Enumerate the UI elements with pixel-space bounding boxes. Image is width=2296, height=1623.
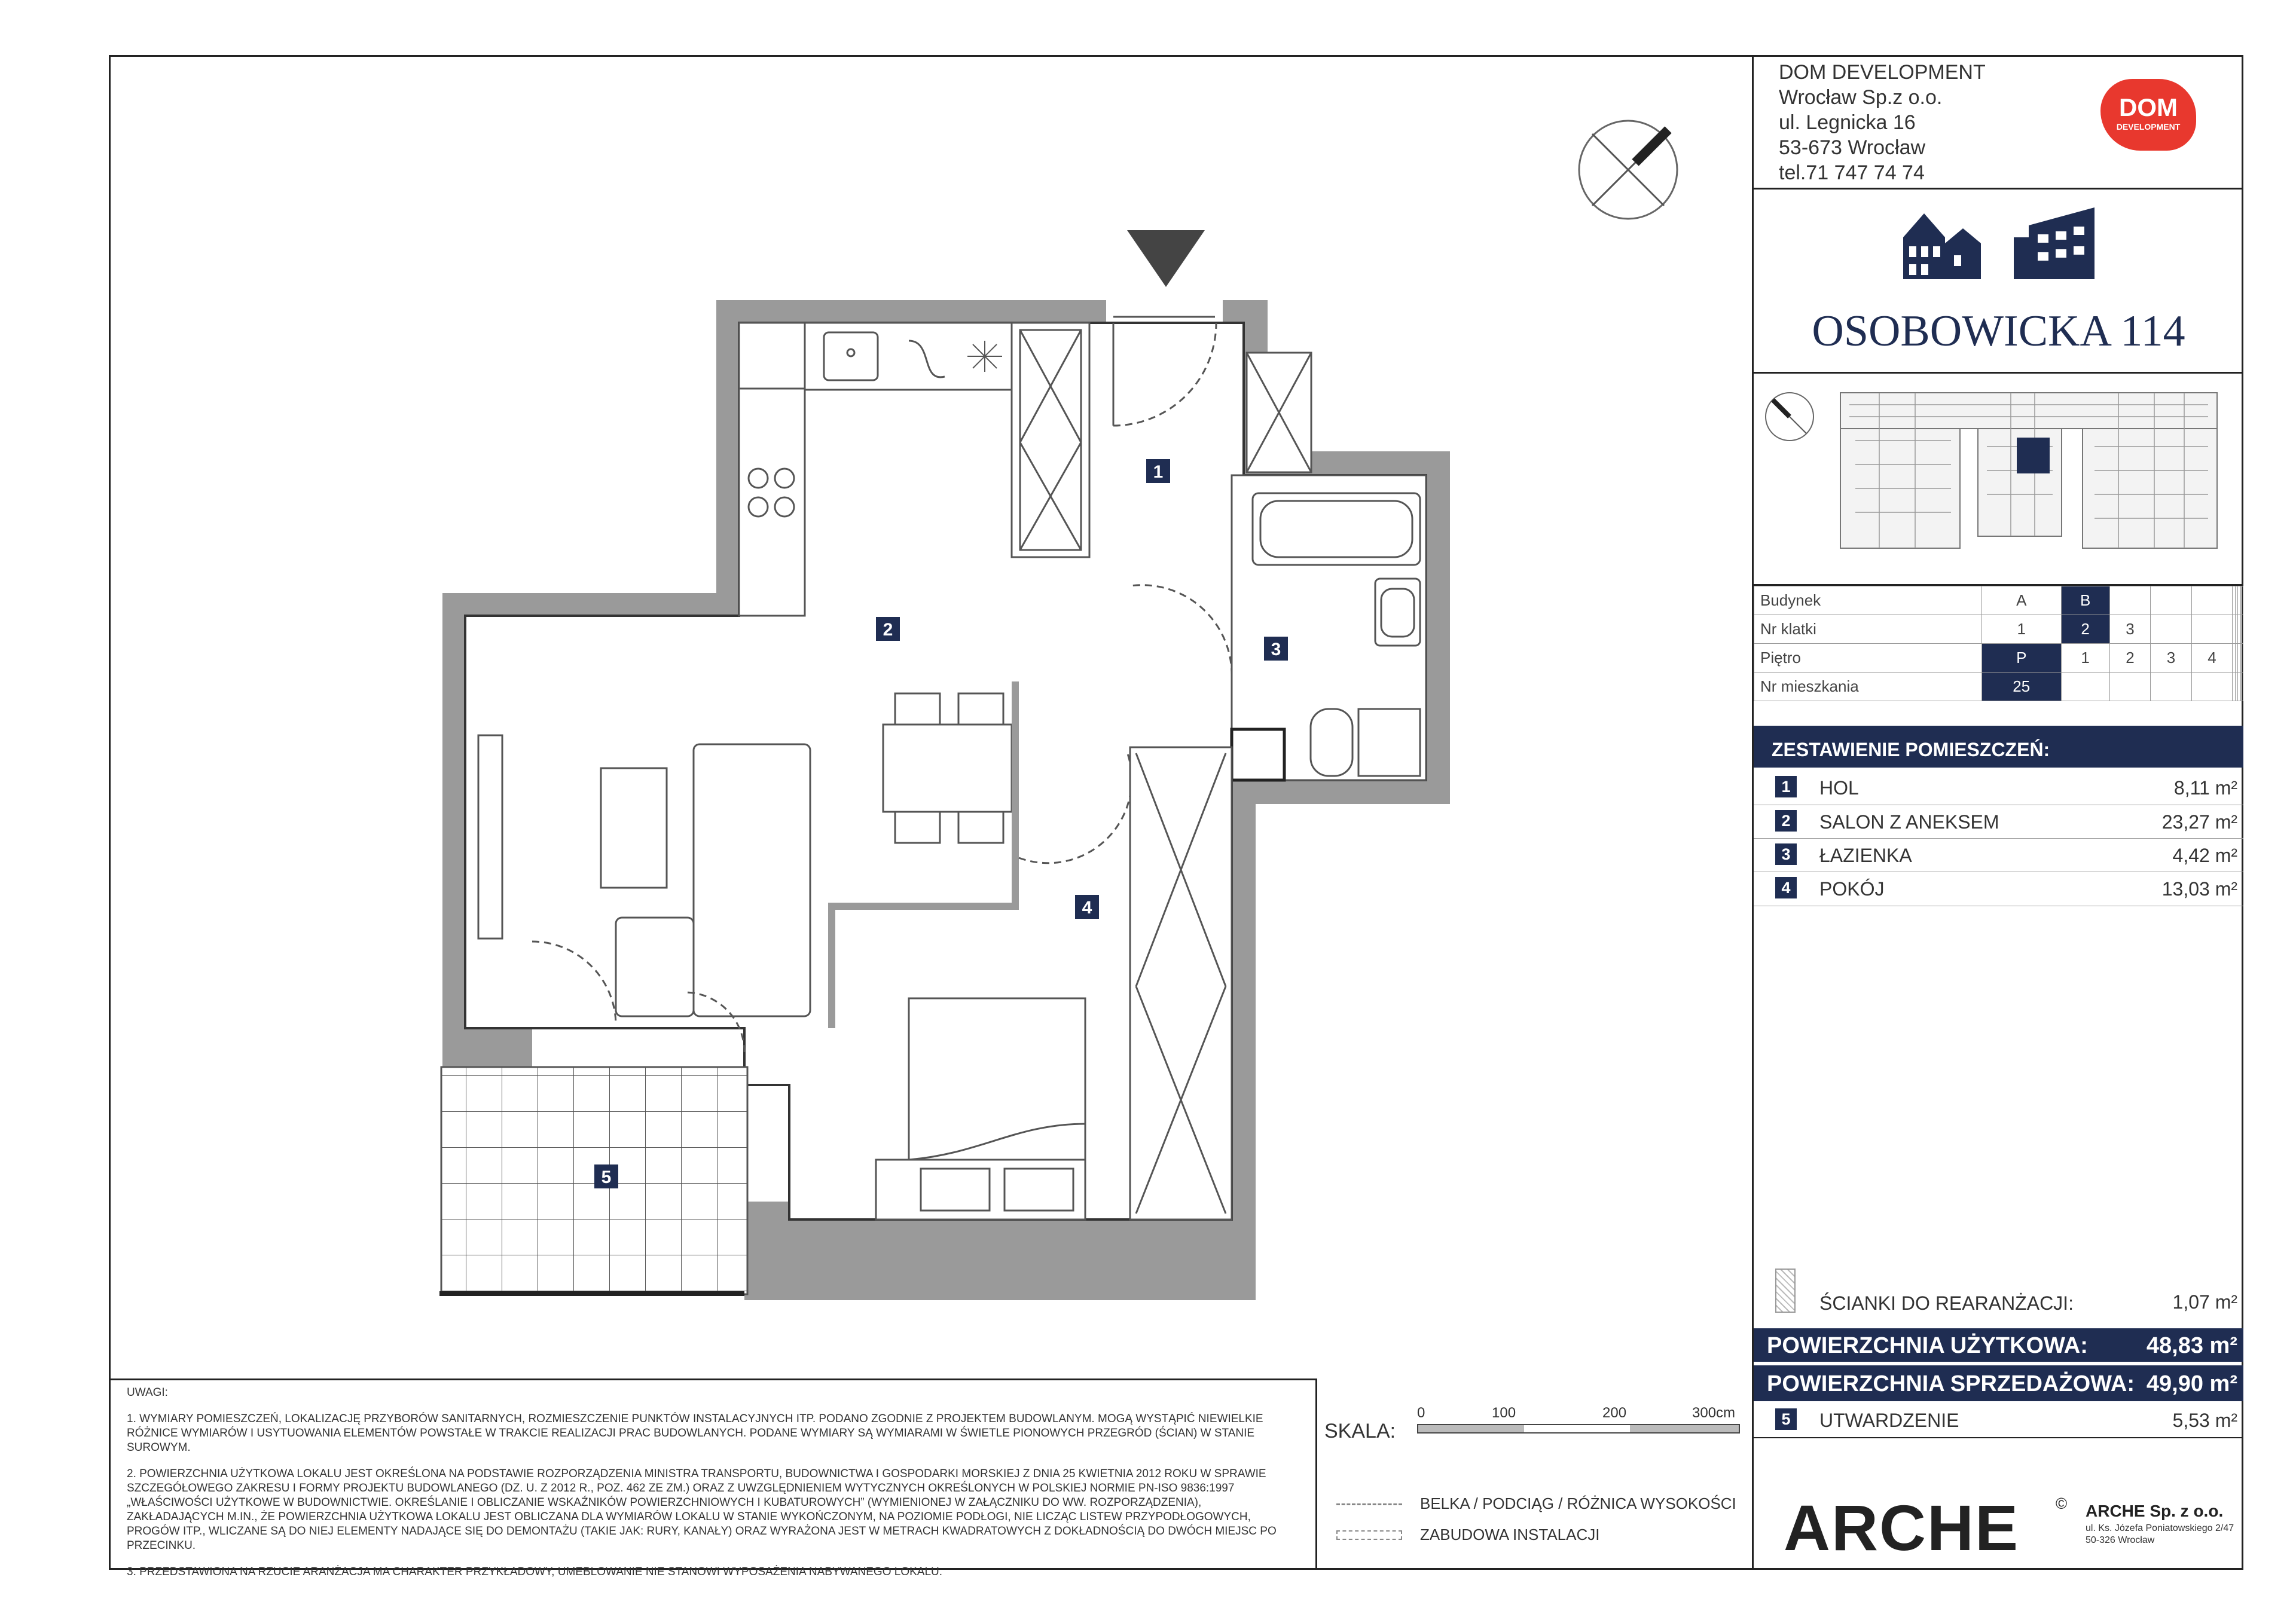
install-legend-icon [1336, 1530, 1402, 1540]
scale-tick-0: 0 [1417, 1405, 1425, 1421]
terrace-row: 5 UTWARDZENIE 5,53 m² [1754, 1404, 2243, 1438]
arche-address-1: ul. Ks. Józefa Poniatowskiego 2/47 [2086, 1523, 2234, 1533]
usable-area-bar: POWIERZCHNIA UŻYTKOWA: 48,83 m² [1754, 1328, 2243, 1362]
scale-tick-200: 200 [1602, 1405, 1627, 1421]
room-row-3: 3 ŁAZIENKA 4,42 m² [1754, 838, 2243, 872]
dom-development-logo: DOM DEVELOPMENT [2100, 79, 2196, 151]
partition-label: ŚCIANKI DO REARANŻACJI: [1819, 1292, 2074, 1314]
note-1: 1. WYMIARY POMIESZCZEŃ, LOKALIZACJĘ PRZYBORÓW SANITARNYCH, ROZMIESZCZENIE PUNKTÓW INSTALACYJNYCH ITP. PODANO ZGODNIE Z PROJEKTEM BUDOWLANYM. MOGĄ WYSTĄPIĆ NIEWIELKIE RÓŻNICE WYMIARÓW I USYTUOWANIA ELEMENTÓW POWSTAŁE W TRAKCIE REALIZACJI PRAC BUDOWLANYCH. PODANE WYMIARY SĄ WYMIARAMI W ŚWIETLE PIONOWYCH PRZEGRÓD (ŚCIAN) W STANIE SUROWYM. [127, 1413, 1263, 1454]
compass-icon [1579, 121, 1677, 219]
developer-line-4: 53-673 Wrocław [1779, 136, 1926, 159]
row-budynek: Budynek A B [1754, 586, 2243, 615]
room-label-3: 3 [1271, 640, 1281, 659]
scale-tick-100: 100 [1492, 1405, 1516, 1421]
room-label-5: 5 [601, 1167, 612, 1187]
info-panel [1752, 55, 2243, 1570]
notes-title: UWAGI: [127, 1386, 168, 1399]
room-label-4: 4 [1082, 898, 1092, 918]
legend-install: ZABUDOWA INSTALACJI [1420, 1526, 1600, 1543]
sales-area-bar: POWIERZCHNIA SPRZEDAŻOWA: 49,90 m² [1754, 1365, 2243, 1401]
scale-tick-300: 300cm [1692, 1405, 1736, 1421]
partition-area: 1,07 m² [2172, 1291, 2237, 1313]
entrance-arrow-icon [1127, 230, 1205, 287]
note-2: 2. POWIERZCHNIA UŻYTKOWA LOKALU JEST OKREŚLONA NA PODSTAWIE ROZPORZĄDZENIA MINISTRA TRANSPORTU, BUDOWNICTWA I GOSPODARKI MORSKIEJ Z DNIA 25 KWIETNIA 2012 ROKU W SPRAWIE SZCZEGÓŁOWEGO ZAKRESU I FORMY PROJEKTU BUDOWLANEGO (DZ. U. Z 2012 R., POZ. 462 ZE ZM.) ORAZ Z UWZGLĘDNIENIEM WYTYCZNYCH OKREŚLONYCH W POLSKIEJ NORMIE PN-ISO 9836:1997 „WŁAŚCIWOŚCI UŻYTKOWE W BUDOWNICTWIE. OKREŚLANIE I OBLICZANIE WSKAŹNIKÓW POWIERZCHNIOWYCH I KUBATUROWYCH” (WYMIENIONEJ W ZAŁĄCZNIKU DO WW. ROZPORZĄDZENIA), ZAKŁADAJĄCYCH M.IN., ŻE POWIERZCHNIA UŻYTKOWA LOKALU JEST OBLICZANA DLA WYMIARÓW LOKALU W STANIE WYKOŃCZONYM, NA POZIOMIE PODŁOGI, NIE LICZĄC LISTEW PRZYPODŁOGOWYCH, PROGÓW ITP., WLICZANE SĄ DO NIEJ ELEMENTY NADAJĄCE SIĘ DO DEMONTAŻU (TAKIE JAK: RURY, KANAŁY) ORAZ WYRAŻONA JEST W METRACH KWADRATOWYCH Z DOKŁADNOŚCIĄ DO DWÓCH MIEJSC PO PRZECINKU. [127, 1468, 1277, 1552]
key-plan [1760, 381, 2238, 578]
project-logo-icon [1891, 201, 2118, 291]
room-label-1: 1 [1153, 462, 1164, 482]
room-row-2: 2 SALON Z ANEKSEM 23,27 m² [1754, 805, 2243, 839]
location-table [1754, 586, 2243, 701]
developer-line-3: ul. Legnicka 16 [1779, 111, 1916, 134]
scale-label: SKALA: [1324, 1420, 1396, 1442]
arche-address-2: 50-326 Wrocław [2086, 1535, 2155, 1545]
copyright-mark: © [2056, 1494, 2068, 1512]
row-nr-mieszkania: Nr mieszkania 25 [1754, 673, 2243, 701]
notes [127, 1386, 1302, 1579]
note-3: 3. PRZEDSTAWIONA NA RZUCIE ARANŻACJA MA CHARAKTER PRZYKŁADOWY, UMEBLOWANIE NIE STANOWI WYPOSAŻENIA NABYWANEGO LOKALU. [127, 1566, 943, 1578]
legend-beam: BELKA / PODCIĄG / RÓŻNICA WYSOKOŚCI [1420, 1494, 1736, 1512]
project-name: OSOBOWICKA 114 [1812, 307, 2185, 356]
terrace [439, 1067, 747, 1296]
developer-line-5: tel.71 747 74 74 [1779, 161, 1925, 184]
room-label-2: 2 [883, 620, 893, 640]
scale-bar [1417, 1424, 1740, 1434]
rooms-header: ZESTAWIENIE POMIESZCZEŃ: [1754, 726, 2243, 768]
wardrobe-hall [1012, 323, 1089, 557]
arche-logo: ARCHE [1784, 1491, 2020, 1564]
developer-line-2: Wrocław Sp.z o.o. [1779, 86, 1943, 109]
partition-legend-icon [1775, 1269, 1796, 1313]
room-row-4: 4 POKÓJ 13,03 m² [1754, 872, 2243, 906]
row-pietro: Piętro P 1 2 3 4 [1754, 644, 2243, 673]
room-row-1: 1 HOL 8,11 m² [1754, 771, 2243, 805]
developer-line-1: DOM DEVELOPMENT [1779, 61, 1986, 84]
beam-legend-icon [1336, 1503, 1402, 1505]
notes-divider [109, 1379, 1317, 1380]
developer-info [1779, 60, 1986, 185]
arche-company: ARCHE Sp. z o.o. [2086, 1502, 2224, 1520]
wardrobe-bedroom [1130, 747, 1232, 1219]
row-nr-klatki: Nr klatki 1 2 3 [1754, 615, 2243, 644]
